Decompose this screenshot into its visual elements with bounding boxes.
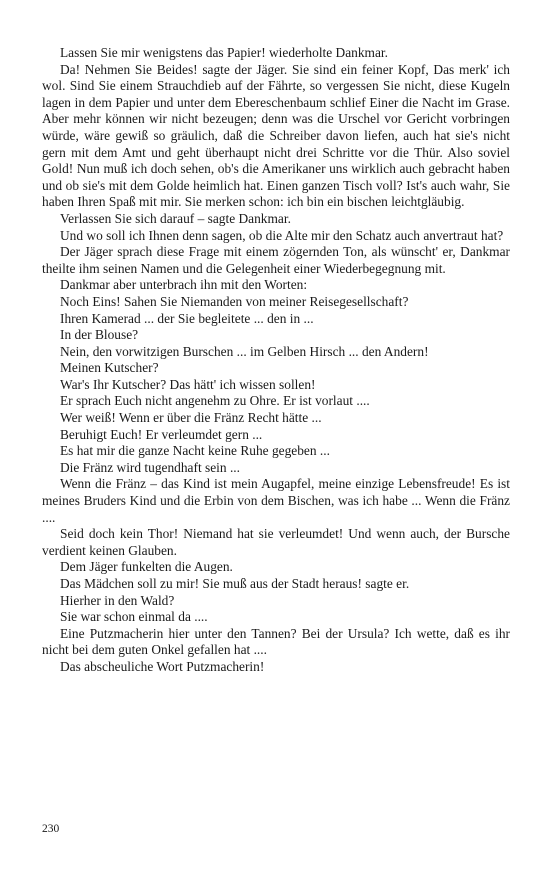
paragraph: Die Fränz wird tugendhaft sein ...: [60, 459, 240, 475]
paragraph: Beruhigt Euch! Er verleumdet gern ...: [60, 426, 263, 442]
paragraph: Da! Nehmen Sie Beides! sagte der Jäger. Sie sind ein feiner Kopf, Das merk' ich wol. Sind Sie einem Strauchdieb auf der Fährte, so vergessen Sie nicht, diese Kugeln lagen in dem Papier und unter dem Ebereschenbaum schlief Einer die Nacht im Grase. Aber mehr können wir nicht bezeugen; denn was die Urschel vor Gericht vorbringen würde, wäre gewiß so gräulich, daß die Schreiber davon liefen, auch hat sie's nicht gern mit dem Amt und geht überhaupt nicht drei Schritte vor die Thür. Also soviel Gold! Nun muß ich doch sehen, ob's die Amerikaner uns wirklich auch gebracht haben und ob sie's mit dem Golde heimlich hat. Einen ganzen Tisch voll? Ist's auch wahr, Sie haben Ihren Spaß mit mir. Sie merken schon: ich bin ein bischen leichtgläubig.: [42, 61, 510, 210]
paragraph: Noch Eins! Sahen Sie Niemanden von meiner Reisegesellschaft?: [60, 293, 409, 309]
paragraph: Nein, den vorwitzigen Burschen ... im Gelben Hirsch ... den Andern!: [60, 343, 429, 359]
paragraph: Dankmar aber unterbrach ihn mit den Worten:: [60, 277, 308, 293]
paragraph: Eine Putzmacherin hier unter den Tannen? Bei der Ursula? Ich wette, daß es ihr nicht bei dem guten Onkel gefallen hat ....: [42, 625, 510, 658]
paragraph: Wer weiß! Wenn er über die Fränz Recht hätte ...: [60, 410, 322, 426]
paragraph: Sie war schon einmal da ....: [60, 609, 208, 625]
page-body: [42, 45, 510, 676]
paragraph: Lassen Sie mir wenigstens das Papier! wiederholte Dankmar.: [60, 45, 388, 60]
paragraph: In der Blouse?: [60, 327, 139, 343]
paragraph: Der Jäger sprach diese Frage mit einem zögernden Ton, als wünscht' er, Dankmar theilte ihm seinen Namen und die Gelegenheit einer Wiederbegegnung mit.: [42, 244, 510, 276]
paragraph: Es hat mir die ganze Nacht keine Ruhe gegeben ...: [60, 443, 330, 459]
page-number: 230: [42, 823, 60, 835]
paragraph: War's Ihr Kutscher? Das hätt' ich wissen sollen!: [60, 376, 316, 392]
paragraph: Seid doch kein Thor! Niemand hat sie verleumdet! Und wenn auch, der Bursche verdient keinen Glauben.: [42, 526, 510, 558]
paragraph: Ihren Kamerad ... der Sie begleitete ... den in ...: [60, 310, 314, 326]
paragraph: Er sprach Euch nicht angenehm zu Ohre. Er ist vorlaut ....: [60, 393, 370, 409]
paragraph: Meinen Kutscher?: [60, 360, 159, 376]
paragraph: Das Mädchen soll zu mir! Sie muß aus der Stadt heraus! sagte er.: [60, 576, 410, 591]
paragraph: Dem Jäger funkelten die Augen.: [60, 559, 233, 575]
paragraph: Verlassen Sie sich darauf – sagte Dankmar.: [60, 210, 291, 226]
paragraph: Das abscheuliche Wort Putzmacherin!: [60, 658, 265, 674]
paragraph: Wenn die Fränz – das Kind ist mein Augapfel, meine einzige Lebensfreude! Es ist meines Bruders Kind und die Erbin von dem Bischen, was ich habe ... Wenn die Fränz ....: [42, 476, 510, 525]
paragraph: Hierher in den Wald?: [60, 592, 175, 608]
paragraph: Und wo soll ich Ihnen denn sagen, ob die Alte mir den Schatz auch anvertraut hat?: [60, 227, 504, 243]
